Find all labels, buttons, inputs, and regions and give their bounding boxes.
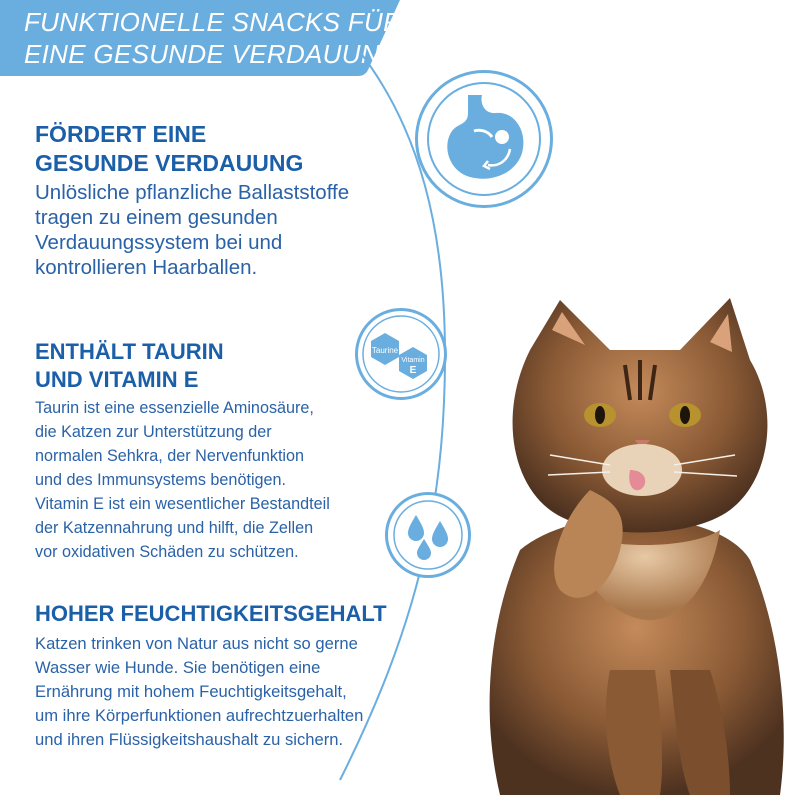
banner-title: [24, 6, 402, 70]
banner-line-2: EINE GESUNDE VERDAUUNG: [24, 39, 401, 69]
taurine-label: Taurine: [371, 346, 399, 355]
section-body: [35, 180, 349, 280]
vitamin-letter: E: [409, 365, 417, 376]
cat-photo: [460, 290, 800, 800]
section-title: [35, 120, 349, 178]
title-line: FÖRDERT EINE: [35, 121, 207, 147]
body-line: die Katzen zur Unterstützung der: [35, 423, 272, 441]
body-line: tragen zu einem gesunden: [35, 206, 278, 229]
body-line: Taurin ist eine essenzielle Aminosäure,: [35, 399, 314, 417]
header-banner: [0, 0, 403, 78]
banner-line-1: FUNKTIONELLE SNACKS FÜR: [24, 7, 403, 37]
section-body: [35, 632, 387, 752]
body-line: Katzen trinken von Natur aus nicht so gerne: [35, 634, 358, 653]
body-line: Wasser wie Hunde. Sie benötigen eine: [35, 658, 321, 677]
body-line: kontrollieren Haarballen.: [35, 256, 258, 279]
body-line: und des Immunsystems benötigen.: [35, 471, 287, 489]
title-line: GESUNDE VERDAUUNG: [35, 150, 304, 176]
section-taurine: [35, 338, 330, 564]
body-line: und ihren Flüssigkeitshaushalt zu sichern.: [35, 730, 344, 749]
body-line: Vitamin E ist ein wesentlicher Bestandteil: [35, 495, 330, 513]
hexagon-nutrients-icon: [355, 308, 447, 400]
section-moisture: [35, 600, 387, 752]
title-line: HOHER FEUCHTIGKEITSGEHALT: [35, 601, 387, 626]
body-line: Verdauungssystem bei und: [35, 231, 283, 254]
vitamin-label: Vitamin: [401, 357, 425, 364]
section-title: [35, 600, 387, 628]
water-drops-icon: [385, 492, 471, 578]
body-line: normalen Sehkra, der Nervenfunktion: [35, 447, 305, 465]
body-line: um ihre Körperfunktionen aufrechtzuerhalten: [35, 706, 364, 725]
stomach-icon: [415, 70, 553, 208]
body-line: der Katzennahrung und hilft, die Zellen: [35, 519, 314, 537]
section-body: [35, 396, 330, 564]
body-line: Ernährung mit hohem Feuchtigkeitsgehalt,: [35, 682, 347, 701]
title-line: UND VITAMIN E: [35, 367, 199, 392]
section-digestion: [35, 120, 349, 280]
body-line: Unlösliche pflanzliche Ballaststoffe: [35, 181, 350, 204]
body-line: vor oxidativen Schäden zu schützen.: [35, 543, 299, 561]
section-title: [35, 338, 330, 394]
title-line: ENTHÄLT TAURIN: [35, 339, 224, 364]
